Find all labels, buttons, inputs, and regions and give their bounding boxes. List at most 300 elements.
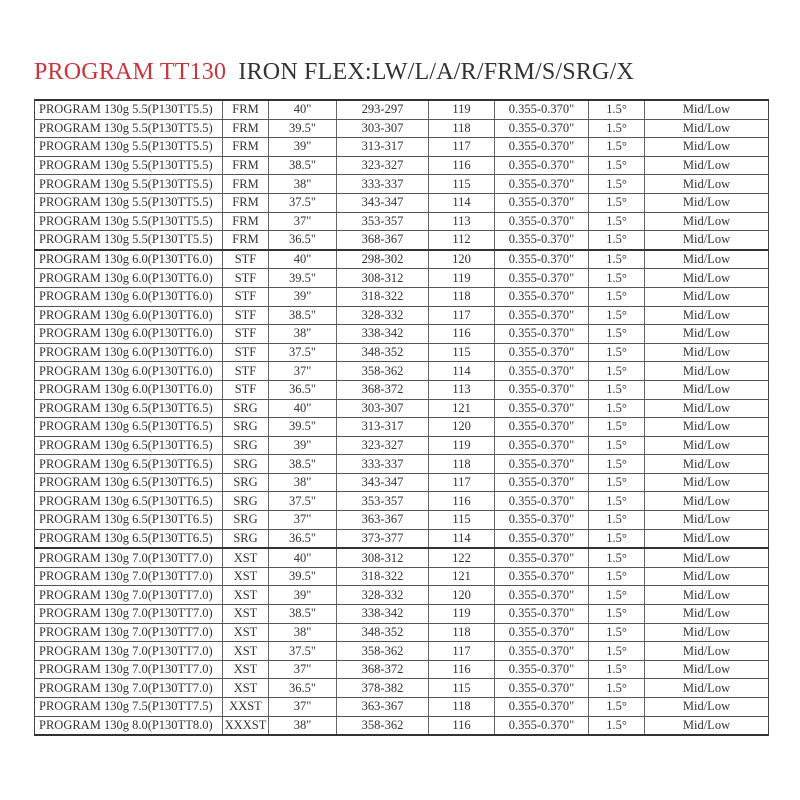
cell-model: PROGRAM 130g 5.5(P130TT5.5) [35, 231, 223, 250]
cell-cpm: 363-367 [337, 698, 429, 717]
cell-weight: 116 [429, 660, 495, 679]
cell-length: 37" [269, 362, 337, 381]
cell-model: PROGRAM 130g 6.5(P130TT6.5) [35, 473, 223, 492]
cell-length: 37" [269, 212, 337, 231]
cell-tip: 0.355-0.370" [495, 473, 589, 492]
cell-tip: 0.355-0.370" [495, 156, 589, 175]
cell-flex: FRM [223, 231, 269, 250]
cell-model: PROGRAM 130g 5.5(P130TT5.5) [35, 138, 223, 157]
cell-torque: 1.5° [589, 455, 645, 474]
cell-cpm: 323-327 [337, 156, 429, 175]
cell-model: PROGRAM 130g 6.5(P130TT6.5) [35, 455, 223, 474]
cell-model: PROGRAM 130g 7.0(P130TT7.0) [35, 548, 223, 567]
cell-length: 40" [269, 399, 337, 418]
cell-cpm: 333-337 [337, 455, 429, 474]
cell-flex: FRM [223, 100, 269, 119]
cell-flex: STF [223, 306, 269, 325]
table-row [35, 418, 769, 437]
cell-torque: 1.5° [589, 325, 645, 344]
cell-cpm: 358-362 [337, 362, 429, 381]
cell-length: 37.5" [269, 343, 337, 362]
cell-kick: Mid/Low [645, 193, 769, 212]
cell-weight: 112 [429, 231, 495, 250]
cell-flex: SRG [223, 529, 269, 548]
cell-cpm: 368-372 [337, 660, 429, 679]
cell-weight: 113 [429, 380, 495, 399]
cell-tip: 0.355-0.370" [495, 679, 589, 698]
cell-flex: XXXST [223, 716, 269, 735]
cell-tip: 0.355-0.370" [495, 175, 589, 194]
cell-length: 39" [269, 138, 337, 157]
cell-model: PROGRAM 130g 6.5(P130TT6.5) [35, 492, 223, 511]
cell-kick: Mid/Low [645, 529, 769, 548]
cell-torque: 1.5° [589, 492, 645, 511]
cell-tip: 0.355-0.370" [495, 138, 589, 157]
cell-weight: 116 [429, 156, 495, 175]
cell-torque: 1.5° [589, 212, 645, 231]
cell-model: PROGRAM 130g 5.5(P130TT5.5) [35, 212, 223, 231]
cell-cpm: 373-377 [337, 529, 429, 548]
cell-weight: 116 [429, 325, 495, 344]
cell-length: 39.5" [269, 418, 337, 437]
cell-cpm: 353-357 [337, 212, 429, 231]
cell-kick: Mid/Low [645, 269, 769, 288]
cell-flex: XST [223, 623, 269, 642]
cell-model: PROGRAM 130g 7.0(P130TT7.0) [35, 586, 223, 605]
cell-torque: 1.5° [589, 679, 645, 698]
table-row [35, 436, 769, 455]
cell-weight: 119 [429, 269, 495, 288]
cell-model: PROGRAM 130g 6.0(P130TT6.0) [35, 306, 223, 325]
cell-cpm: 378-382 [337, 679, 429, 698]
cell-cpm: 363-367 [337, 511, 429, 530]
cell-cpm: 343-347 [337, 473, 429, 492]
cell-tip: 0.355-0.370" [495, 231, 589, 250]
cell-kick: Mid/Low [645, 567, 769, 586]
table-row [35, 231, 769, 250]
table-row [35, 679, 769, 698]
cell-weight: 119 [429, 605, 495, 624]
cell-torque: 1.5° [589, 605, 645, 624]
cell-length: 39" [269, 287, 337, 306]
cell-cpm: 348-352 [337, 343, 429, 362]
cell-flex: SRG [223, 511, 269, 530]
cell-torque: 1.5° [589, 548, 645, 567]
cell-weight: 119 [429, 100, 495, 119]
table-row [35, 306, 769, 325]
cell-flex: STF [223, 343, 269, 362]
cell-flex: SRG [223, 399, 269, 418]
cell-length: 37.5" [269, 492, 337, 511]
cell-kick: Mid/Low [645, 660, 769, 679]
cell-weight: 113 [429, 212, 495, 231]
cell-tip: 0.355-0.370" [495, 567, 589, 586]
cell-tip: 0.355-0.370" [495, 362, 589, 381]
cell-weight: 115 [429, 175, 495, 194]
cell-length: 39.5" [269, 269, 337, 288]
cell-weight: 118 [429, 287, 495, 306]
cell-flex: XST [223, 548, 269, 567]
cell-torque: 1.5° [589, 306, 645, 325]
cell-kick: Mid/Low [645, 623, 769, 642]
cell-weight: 117 [429, 138, 495, 157]
table-row [35, 455, 769, 474]
cell-flex: XST [223, 586, 269, 605]
table-row [35, 380, 769, 399]
cell-cpm: 348-352 [337, 623, 429, 642]
program-title: PROGRAM TT130 [34, 59, 227, 85]
cell-length: 38.5" [269, 455, 337, 474]
cell-length: 40" [269, 100, 337, 119]
cell-torque: 1.5° [589, 231, 645, 250]
table-row [35, 212, 769, 231]
cell-torque: 1.5° [589, 100, 645, 119]
cell-torque: 1.5° [589, 586, 645, 605]
cell-tip: 0.355-0.370" [495, 698, 589, 717]
cell-flex: STF [223, 362, 269, 381]
cell-weight: 116 [429, 492, 495, 511]
cell-weight: 117 [429, 306, 495, 325]
cell-torque: 1.5° [589, 250, 645, 269]
cell-length: 40" [269, 548, 337, 567]
cell-weight: 118 [429, 119, 495, 138]
cell-flex: FRM [223, 212, 269, 231]
cell-model: PROGRAM 130g 5.5(P130TT5.5) [35, 119, 223, 138]
cell-model: PROGRAM 130g 5.5(P130TT5.5) [35, 100, 223, 119]
cell-cpm: 328-332 [337, 306, 429, 325]
table-row [35, 548, 769, 567]
table-row [35, 287, 769, 306]
cell-kick: Mid/Low [645, 287, 769, 306]
cell-torque: 1.5° [589, 418, 645, 437]
cell-kick: Mid/Low [645, 473, 769, 492]
cell-tip: 0.355-0.370" [495, 325, 589, 344]
table-row [35, 623, 769, 642]
cell-length: 39.5" [269, 119, 337, 138]
cell-kick: Mid/Low [645, 586, 769, 605]
cell-kick: Mid/Low [645, 362, 769, 381]
cell-weight: 117 [429, 473, 495, 492]
cell-torque: 1.5° [589, 642, 645, 661]
cell-tip: 0.355-0.370" [495, 660, 589, 679]
cell-kick: Mid/Low [645, 175, 769, 194]
cell-torque: 1.5° [589, 511, 645, 530]
cell-length: 36.5" [269, 529, 337, 548]
cell-cpm: 318-322 [337, 287, 429, 306]
cell-model: PROGRAM 130g 6.0(P130TT6.0) [35, 250, 223, 269]
cell-flex: STF [223, 380, 269, 399]
cell-torque: 1.5° [589, 660, 645, 679]
cell-tip: 0.355-0.370" [495, 586, 589, 605]
cell-tip: 0.355-0.370" [495, 269, 589, 288]
table-row [35, 119, 769, 138]
cell-cpm: 303-307 [337, 399, 429, 418]
cell-weight: 120 [429, 418, 495, 437]
cell-cpm: 368-367 [337, 231, 429, 250]
cell-torque: 1.5° [589, 193, 645, 212]
cell-flex: SRG [223, 492, 269, 511]
cell-torque: 1.5° [589, 716, 645, 735]
cell-tip: 0.355-0.370" [495, 100, 589, 119]
cell-length: 40" [269, 250, 337, 269]
cell-torque: 1.5° [589, 362, 645, 381]
cell-model: PROGRAM 130g 6.5(P130TT6.5) [35, 436, 223, 455]
table-row [35, 660, 769, 679]
cell-kick: Mid/Low [645, 716, 769, 735]
cell-tip: 0.355-0.370" [495, 119, 589, 138]
cell-flex: XST [223, 642, 269, 661]
cell-model: PROGRAM 130g 7.0(P130TT7.0) [35, 623, 223, 642]
table-row [35, 175, 769, 194]
cell-cpm: 323-327 [337, 436, 429, 455]
cell-model: PROGRAM 130g 6.5(P130TT6.5) [35, 418, 223, 437]
cell-cpm: 338-342 [337, 325, 429, 344]
cell-torque: 1.5° [589, 567, 645, 586]
cell-length: 38.5" [269, 306, 337, 325]
cell-weight: 114 [429, 529, 495, 548]
cell-flex: SRG [223, 436, 269, 455]
table-row [35, 529, 769, 548]
cell-weight: 117 [429, 642, 495, 661]
cell-kick: Mid/Low [645, 698, 769, 717]
cell-model: PROGRAM 130g 8.0(P130TT8.0) [35, 716, 223, 735]
cell-model: PROGRAM 130g 7.5(P130TT7.5) [35, 698, 223, 717]
cell-model: PROGRAM 130g 7.0(P130TT7.0) [35, 679, 223, 698]
cell-weight: 115 [429, 511, 495, 530]
cell-cpm: 313-317 [337, 138, 429, 157]
cell-kick: Mid/Low [645, 679, 769, 698]
table-row [35, 138, 769, 157]
cell-flex: FRM [223, 156, 269, 175]
cell-flex: XST [223, 660, 269, 679]
cell-cpm: 313-317 [337, 418, 429, 437]
cell-length: 37.5" [269, 193, 337, 212]
table-row [35, 492, 769, 511]
table-row [35, 605, 769, 624]
cell-flex: XXST [223, 698, 269, 717]
cell-tip: 0.355-0.370" [495, 380, 589, 399]
cell-tip: 0.355-0.370" [495, 716, 589, 735]
cell-torque: 1.5° [589, 399, 645, 418]
cell-model: PROGRAM 130g 6.0(P130TT6.0) [35, 380, 223, 399]
cell-cpm: 333-337 [337, 175, 429, 194]
cell-kick: Mid/Low [645, 250, 769, 269]
cell-flex: STF [223, 269, 269, 288]
cell-length: 38" [269, 716, 337, 735]
cell-length: 38" [269, 175, 337, 194]
cell-flex: FRM [223, 119, 269, 138]
table-row [35, 511, 769, 530]
cell-weight: 115 [429, 679, 495, 698]
cell-cpm: 293-297 [337, 100, 429, 119]
cell-tip: 0.355-0.370" [495, 212, 589, 231]
cell-weight: 118 [429, 455, 495, 474]
table-row [35, 716, 769, 735]
table-row [35, 586, 769, 605]
cell-tip: 0.355-0.370" [495, 642, 589, 661]
cell-model: PROGRAM 130g 7.0(P130TT7.0) [35, 660, 223, 679]
cell-weight: 121 [429, 399, 495, 418]
cell-tip: 0.355-0.370" [495, 548, 589, 567]
cell-cpm: 318-322 [337, 567, 429, 586]
cell-torque: 1.5° [589, 119, 645, 138]
cell-kick: Mid/Low [645, 399, 769, 418]
cell-cpm: 298-302 [337, 250, 429, 269]
cell-length: 36.5" [269, 380, 337, 399]
cell-kick: Mid/Low [645, 418, 769, 437]
table-row [35, 156, 769, 175]
cell-weight: 116 [429, 716, 495, 735]
cell-tip: 0.355-0.370" [495, 605, 589, 624]
cell-torque: 1.5° [589, 529, 645, 548]
cell-weight: 120 [429, 250, 495, 269]
cell-tip: 0.355-0.370" [495, 287, 589, 306]
cell-torque: 1.5° [589, 343, 645, 362]
cell-cpm: 358-362 [337, 642, 429, 661]
cell-length: 38" [269, 623, 337, 642]
cell-model: PROGRAM 130g 5.5(P130TT5.5) [35, 156, 223, 175]
cell-cpm: 353-357 [337, 492, 429, 511]
cell-tip: 0.355-0.370" [495, 306, 589, 325]
cell-flex: FRM [223, 175, 269, 194]
cell-model: PROGRAM 130g 5.5(P130TT5.5) [35, 175, 223, 194]
cell-tip: 0.355-0.370" [495, 529, 589, 548]
cell-length: 37.5" [269, 642, 337, 661]
cell-flex: XST [223, 679, 269, 698]
cell-model: PROGRAM 130g 6.0(P130TT6.0) [35, 325, 223, 344]
cell-torque: 1.5° [589, 473, 645, 492]
cell-kick: Mid/Low [645, 492, 769, 511]
table-row [35, 100, 769, 119]
cell-cpm: 343-347 [337, 193, 429, 212]
cell-cpm: 308-312 [337, 269, 429, 288]
cell-tip: 0.355-0.370" [495, 436, 589, 455]
cell-length: 39.5" [269, 567, 337, 586]
table-row [35, 193, 769, 212]
cell-kick: Mid/Low [645, 455, 769, 474]
cell-tip: 0.355-0.370" [495, 418, 589, 437]
cell-cpm: 338-342 [337, 605, 429, 624]
cell-torque: 1.5° [589, 287, 645, 306]
cell-torque: 1.5° [589, 269, 645, 288]
cell-torque: 1.5° [589, 156, 645, 175]
cell-tip: 0.355-0.370" [495, 623, 589, 642]
table-row [35, 325, 769, 344]
cell-length: 38.5" [269, 156, 337, 175]
cell-flex: FRM [223, 138, 269, 157]
cell-torque: 1.5° [589, 175, 645, 194]
cell-weight: 121 [429, 567, 495, 586]
cell-kick: Mid/Low [645, 138, 769, 157]
cell-kick: Mid/Low [645, 100, 769, 119]
cell-flex: SRG [223, 418, 269, 437]
table-row [35, 269, 769, 288]
cell-kick: Mid/Low [645, 343, 769, 362]
cell-kick: Mid/Low [645, 156, 769, 175]
cell-tip: 0.355-0.370" [495, 455, 589, 474]
cell-kick: Mid/Low [645, 548, 769, 567]
cell-kick: Mid/Low [645, 436, 769, 455]
table-row [35, 399, 769, 418]
table-row [35, 698, 769, 717]
spec-table-body [35, 100, 769, 735]
cell-torque: 1.5° [589, 380, 645, 399]
cell-kick: Mid/Low [645, 212, 769, 231]
cell-kick: Mid/Low [645, 119, 769, 138]
cell-model: PROGRAM 130g 7.0(P130TT7.0) [35, 642, 223, 661]
cell-weight: 118 [429, 623, 495, 642]
cell-cpm: 358-362 [337, 716, 429, 735]
table-row [35, 343, 769, 362]
cell-model: PROGRAM 130g 5.5(P130TT5.5) [35, 193, 223, 212]
cell-model: PROGRAM 130g 6.5(P130TT6.5) [35, 511, 223, 530]
cell-flex: STF [223, 287, 269, 306]
page-title [34, 58, 634, 86]
cell-weight: 118 [429, 698, 495, 717]
cell-weight: 120 [429, 586, 495, 605]
cell-weight: 115 [429, 343, 495, 362]
table-row [35, 250, 769, 269]
cell-length: 38" [269, 473, 337, 492]
cell-kick: Mid/Low [645, 511, 769, 530]
cell-weight: 122 [429, 548, 495, 567]
cell-model: PROGRAM 130g 6.0(P130TT6.0) [35, 362, 223, 381]
cell-kick: Mid/Low [645, 605, 769, 624]
cell-kick: Mid/Low [645, 306, 769, 325]
cell-tip: 0.355-0.370" [495, 511, 589, 530]
cell-flex: SRG [223, 473, 269, 492]
flex-title: IRON FLEX:LW/L/A/R/FRM/S/SRG/X [238, 59, 634, 85]
cell-model: PROGRAM 130g 6.0(P130TT6.0) [35, 343, 223, 362]
cell-torque: 1.5° [589, 436, 645, 455]
cell-tip: 0.355-0.370" [495, 193, 589, 212]
table-row [35, 567, 769, 586]
cell-model: PROGRAM 130g 7.0(P130TT7.0) [35, 567, 223, 586]
cell-length: 38.5" [269, 605, 337, 624]
cell-length: 38" [269, 325, 337, 344]
cell-length: 39" [269, 586, 337, 605]
table-row [35, 473, 769, 492]
cell-length: 36.5" [269, 679, 337, 698]
cell-kick: Mid/Low [645, 380, 769, 399]
cell-length: 37" [269, 511, 337, 530]
cell-length: 37" [269, 660, 337, 679]
cell-flex: SRG [223, 455, 269, 474]
cell-tip: 0.355-0.370" [495, 343, 589, 362]
cell-cpm: 368-372 [337, 380, 429, 399]
spec-table [34, 99, 769, 736]
cell-flex: XST [223, 567, 269, 586]
cell-length: 36.5" [269, 231, 337, 250]
cell-tip: 0.355-0.370" [495, 250, 589, 269]
cell-length: 39" [269, 436, 337, 455]
cell-flex: STF [223, 325, 269, 344]
cell-length: 37" [269, 698, 337, 717]
cell-flex: FRM [223, 193, 269, 212]
cell-weight: 119 [429, 436, 495, 455]
cell-flex: STF [223, 250, 269, 269]
cell-torque: 1.5° [589, 138, 645, 157]
cell-weight: 114 [429, 362, 495, 381]
cell-tip: 0.355-0.370" [495, 399, 589, 418]
cell-torque: 1.5° [589, 698, 645, 717]
cell-kick: Mid/Low [645, 642, 769, 661]
cell-cpm: 303-307 [337, 119, 429, 138]
cell-weight: 114 [429, 193, 495, 212]
table-row [35, 362, 769, 381]
table-row [35, 642, 769, 661]
cell-model: PROGRAM 130g 6.5(P130TT6.5) [35, 529, 223, 548]
